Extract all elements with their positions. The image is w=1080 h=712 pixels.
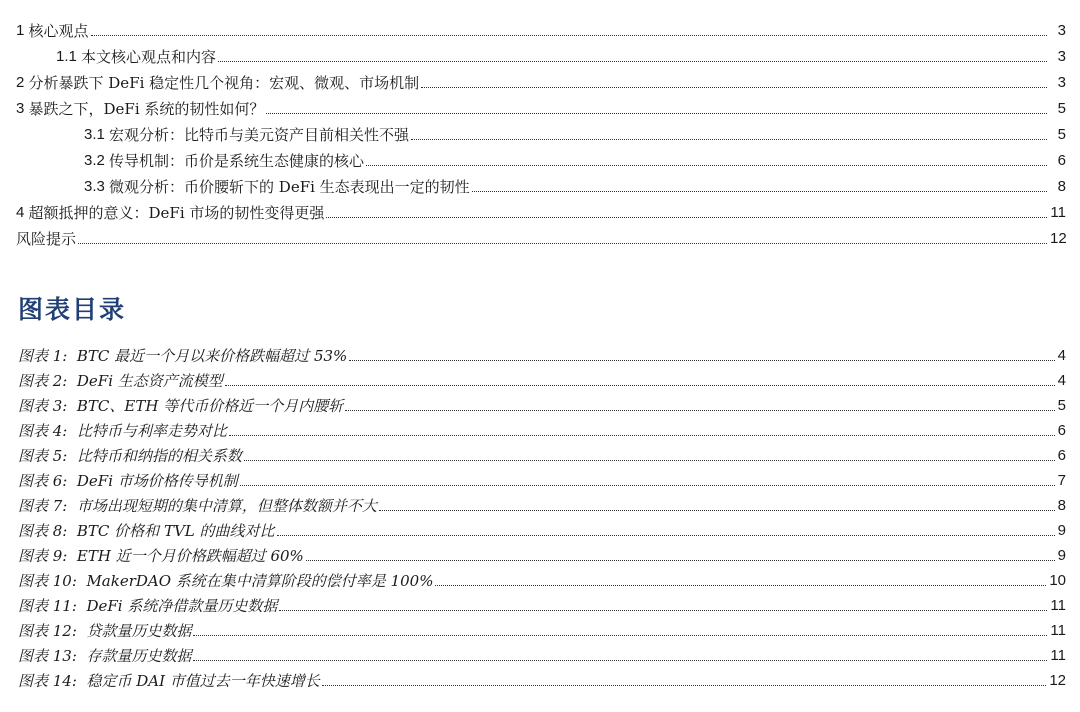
dot-leader (91, 34, 1047, 36)
toc-number: 1 (16, 22, 29, 39)
figure-page-number: 4 (1057, 372, 1066, 389)
figure-page-number: 4 (1057, 347, 1066, 364)
dot-leader (435, 584, 1046, 586)
figure-page-number: 10 (1049, 572, 1066, 589)
toc-title: 核心观点 (28, 22, 89, 40)
toc-item[interactable] (0, 14, 1080, 40)
dot-leader (218, 60, 1047, 62)
dot-leader (277, 534, 1055, 536)
figure-title: 图表 1: BTC 最近一个月以来价格跌幅超过 53% (18, 347, 348, 365)
figure-list-item[interactable] (0, 365, 1080, 390)
toc-page-number: 5 (1057, 126, 1066, 143)
figure-page-number: 5 (1057, 397, 1066, 414)
figure-title: 图表 7: 市场出现短期的集中清算，但整体数额并不大 (18, 497, 377, 515)
figure-list-item[interactable] (0, 540, 1080, 565)
dot-leader (306, 559, 1055, 561)
toc-number: 1.1 (56, 48, 82, 65)
toc-number: 3.1 (84, 126, 110, 143)
figure-title: 图表 6: DeFi 市场价格传导机制 (18, 472, 238, 490)
figure-title: 图表 2: DeFi 生态资产流模型 (18, 372, 223, 390)
figure-list-item[interactable] (0, 465, 1080, 490)
figures-section-title: 图表目录 (18, 295, 127, 324)
toc-title: 分析暴跌下 DeFi 稳定性几个视角：宏观、微观、市场机制 (28, 74, 420, 92)
figure-page-number: 6 (1057, 422, 1066, 439)
figure-page-number: 9 (1057, 522, 1066, 539)
toc-title: 宏观分析：比特币与美元资产目前相关性不强 (109, 126, 410, 144)
figure-list-item[interactable] (0, 640, 1080, 665)
figure-title: 图表 14: 稳定币 DAI 市值过去一年快速增长 (18, 672, 320, 690)
toc-title: 超额抵押的意义：DeFi 市场的韧性变得更强 (28, 204, 325, 222)
figure-title: 图表 4: 比特币与利率走势对比 (18, 422, 227, 440)
figure-list-item[interactable] (0, 490, 1080, 515)
toc-item[interactable] (0, 66, 1080, 92)
figure-title: 图表 8: BTC 价格和 TVL 的曲线对比 (18, 522, 275, 540)
toc-page-number: 11 (1050, 204, 1066, 221)
dot-leader (326, 216, 1047, 218)
figure-page-number: 8 (1057, 497, 1066, 514)
figure-title: 图表 10: MakerDAO 系统在集中清算阶段的偿付率是 100% (18, 572, 434, 590)
figure-page-number: 6 (1057, 447, 1066, 464)
cut-off-heading (18, 0, 78, 6)
figure-page-number: 11 (1050, 597, 1066, 614)
dot-leader (411, 138, 1047, 140)
figure-list-item[interactable] (0, 665, 1080, 690)
toc-item[interactable] (0, 222, 1080, 248)
dot-leader (266, 112, 1047, 114)
figure-title: 图表 12: 贷款量历史数据 (18, 622, 192, 640)
toc-number: 3 (16, 100, 29, 117)
toc-number: 3.3 (84, 178, 110, 195)
toc-item[interactable] (0, 144, 1080, 170)
dot-leader (366, 164, 1047, 166)
figure-page-number: 7 (1057, 472, 1066, 489)
figure-list-item[interactable] (0, 565, 1080, 590)
dot-leader (472, 190, 1047, 192)
figure-list-item[interactable] (0, 415, 1080, 440)
toc-page-number: 12 (1050, 230, 1067, 247)
dot-leader (225, 384, 1055, 386)
toc-item[interactable] (0, 40, 1080, 66)
dot-leader (279, 609, 1047, 611)
toc-number: 2 (16, 74, 29, 91)
toc-item[interactable] (0, 196, 1080, 222)
toc-number: 3.2 (84, 152, 110, 169)
dot-leader (240, 484, 1055, 486)
dot-leader (193, 659, 1047, 661)
toc-title: 暴跌之下，DeFi 系统的韧性如何？ (28, 100, 265, 118)
dot-leader (78, 242, 1047, 244)
dot-leader (421, 86, 1047, 88)
dot-leader (349, 359, 1054, 361)
dot-leader (244, 459, 1055, 461)
figure-page-number: 9 (1057, 547, 1066, 564)
dot-leader (322, 684, 1047, 686)
toc-title: 风险提示 (16, 230, 77, 248)
toc-item[interactable] (0, 92, 1080, 118)
toc-page-number: 3 (1057, 22, 1066, 39)
toc-title: 本文核心观点和内容 (81, 48, 217, 66)
figure-list-item[interactable] (0, 590, 1080, 615)
toc-page-number: 8 (1057, 178, 1066, 195)
dot-leader (379, 509, 1055, 511)
toc-page-number: 3 (1057, 74, 1066, 91)
toc-title: 传导机制：币价是系统生态健康的核心 (109, 152, 365, 170)
figure-title: 图表 9: ETH 近一个月价格跌幅超过 60% (18, 547, 304, 565)
figure-page-number: 11 (1050, 622, 1066, 639)
figure-list-item[interactable] (0, 340, 1080, 365)
figure-list-item[interactable] (0, 390, 1080, 415)
toc-page-number: 6 (1057, 152, 1066, 169)
figure-page-number: 12 (1049, 672, 1066, 689)
figure-list-item[interactable] (0, 515, 1080, 540)
dot-leader (345, 409, 1054, 411)
figure-list-item[interactable] (0, 440, 1080, 465)
toc-page-number: 3 (1057, 48, 1066, 65)
figure-list-item[interactable] (0, 615, 1080, 640)
toc-number: 4 (16, 204, 29, 221)
figure-page-number: 11 (1050, 647, 1066, 664)
toc-page-number: 5 (1057, 100, 1066, 117)
figure-title: 图表 5: 比特币和纳指的相关系数 (18, 447, 242, 465)
toc-title: 微观分析：币价腰斩下的 DeFi 生态表现出一定的韧性 (109, 178, 470, 196)
toc-item[interactable] (0, 118, 1080, 144)
figure-title: 图表 3: BTC、ETH 等代币价格近一个月内腰斩 (18, 397, 344, 415)
dot-leader (193, 634, 1047, 636)
toc-item[interactable] (0, 170, 1080, 196)
figure-title: 图表 11: DeFi 系统净借款量历史数据 (18, 597, 278, 615)
figure-title: 图表 13: 存款量历史数据 (18, 647, 192, 665)
dot-leader (229, 434, 1055, 436)
